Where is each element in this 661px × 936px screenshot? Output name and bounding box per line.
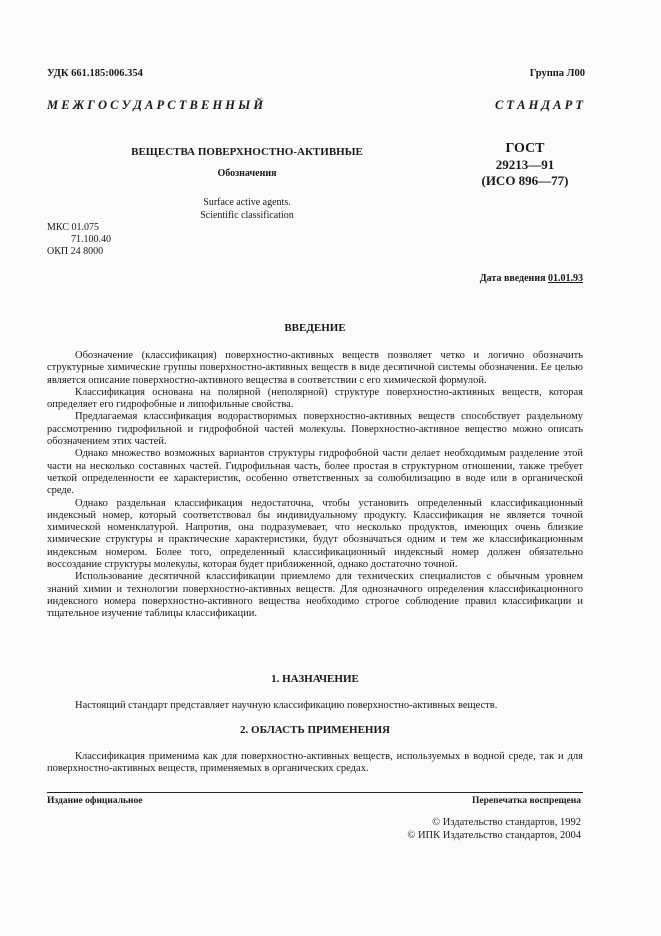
section1-heading: 1. НАЗНАЧЕНИЕ xyxy=(271,673,359,685)
standard-word-standard: С Т А Н Д А Р Т xyxy=(494,98,583,112)
intro-paragraph: Предлагаемая классификация водорастворимых поверхностно-активных веществ способствует раздельному рассмотрению гидрофильной и гидрофобной частей молекулы. Поверхностно-активное вещество можно описать обозначением этих частей. xyxy=(47,411,583,448)
standard-banner xyxy=(47,98,583,113)
intro-body xyxy=(47,350,583,621)
intro-paragraph: Использование десятичной классификации приемлемо для технических специалистов с обычным уровнем знаний химии и технологии поверхностно-активных веществ. Для однозначного определения классификационного индексного номера поверхностно-активного вещества необходимо строгое соблюдение правил классификации и тщательное изучение таблицы классификации. xyxy=(47,571,583,620)
copyright-line-2: © ИПК Издательство стандартов, 2004 xyxy=(407,830,581,841)
mks-code-secondary: 71.100.40 xyxy=(71,234,111,245)
standard-word-interstate: М Е Ж Г О С У Д А Р С Т В Е Н Н Ы Й xyxy=(47,98,264,112)
introduction-date-value: 01.01.93 xyxy=(548,273,583,284)
mks-code: МКС 01.075 xyxy=(47,222,99,233)
gost-number-block xyxy=(455,141,595,189)
udk-code: УДК 661.185:006.354 xyxy=(47,68,143,79)
iso-number: (ИСО 896—77) xyxy=(481,173,569,188)
intro-paragraph: Однако раздельная классификация недостаточна, чтобы установить определенный классификационный индексный номер, который соответствовал бы индивидуальному продукту. Классификация не является точной химической номенклатурой. Напротив, она подразумевает, что несколько продуктов, имеющих очень близкие химические структуры и практические характеристики, будут обозначаться одним и тем же классификационным индексным номером. Более того, определенный классификационный индексный номер должен обязательно воссоздание структуры молекулы, которая будет приближенной, однако достаточно точной. xyxy=(47,497,583,571)
group-code: Группа Л00 xyxy=(529,68,585,79)
reprint-prohibited-label: Перепечатка воспрещена xyxy=(471,796,581,806)
section2-heading: 2. ОБЛАСТЬ ПРИМЕНЕНИЯ xyxy=(240,724,390,736)
okp-code: ОКП 24 8000 xyxy=(47,246,104,257)
gost-number: 29213—91 xyxy=(495,157,555,172)
official-edition-label: Издание официальное xyxy=(47,796,143,806)
introduction-date-label: Дата введения xyxy=(479,273,546,284)
intro-paragraph: Обозначение (классификация) поверхностно-активных веществ позволяет четко и логично обозначить структурные химические группы поверхностно-активных веществ в виде десятичной системы обозначения. Ее целью является описание поверхностно-активного вещества в соответствии с его химической формулой. xyxy=(47,350,583,386)
classification-codes xyxy=(47,222,111,258)
intro-heading: ВВЕДЕНИЕ xyxy=(284,322,346,334)
intro-paragraph: Однако множество возможных вариантов структуры гидрофобной части делает необходимым разделение этой части на несколько составных частей. Гидрофильная часть, более простая в структурном отношении, также требует четкой определенности ее характеристик, особенно ответственных за солюбилизацию в воде или в органической среде. xyxy=(47,448,583,497)
section1-text: Настоящий стандарт представляет научную классификацию поверхностно-активных веществ. xyxy=(75,700,498,711)
footer-divider xyxy=(47,792,583,793)
introduction-date xyxy=(480,273,583,284)
english-title-line2: Scientific classification xyxy=(200,210,294,221)
section2-text: Классификация применима как для поверхностно-активных веществ, используемых в водной среде, так и для поверхностно-активных веществ, применяемых в органических средах. xyxy=(47,751,583,775)
gost-label: ГОСТ xyxy=(505,141,545,156)
english-title-line1: Surface active agents. xyxy=(203,197,291,208)
copyright-line-1: © Издательство стандартов, 1992 xyxy=(432,817,581,828)
english-title xyxy=(122,196,372,222)
document-subtitle: Обозначения xyxy=(217,168,277,179)
document-title: ВЕЩЕСТВА ПОВЕРХНОСТНО-АКТИВНЫЕ xyxy=(131,146,363,158)
intro-paragraph: Классификация основана на полярной (неполярной) структуре поверхностно-активных веществ, которая определяет его гидрофобные и липофильные свойства. xyxy=(47,386,583,411)
